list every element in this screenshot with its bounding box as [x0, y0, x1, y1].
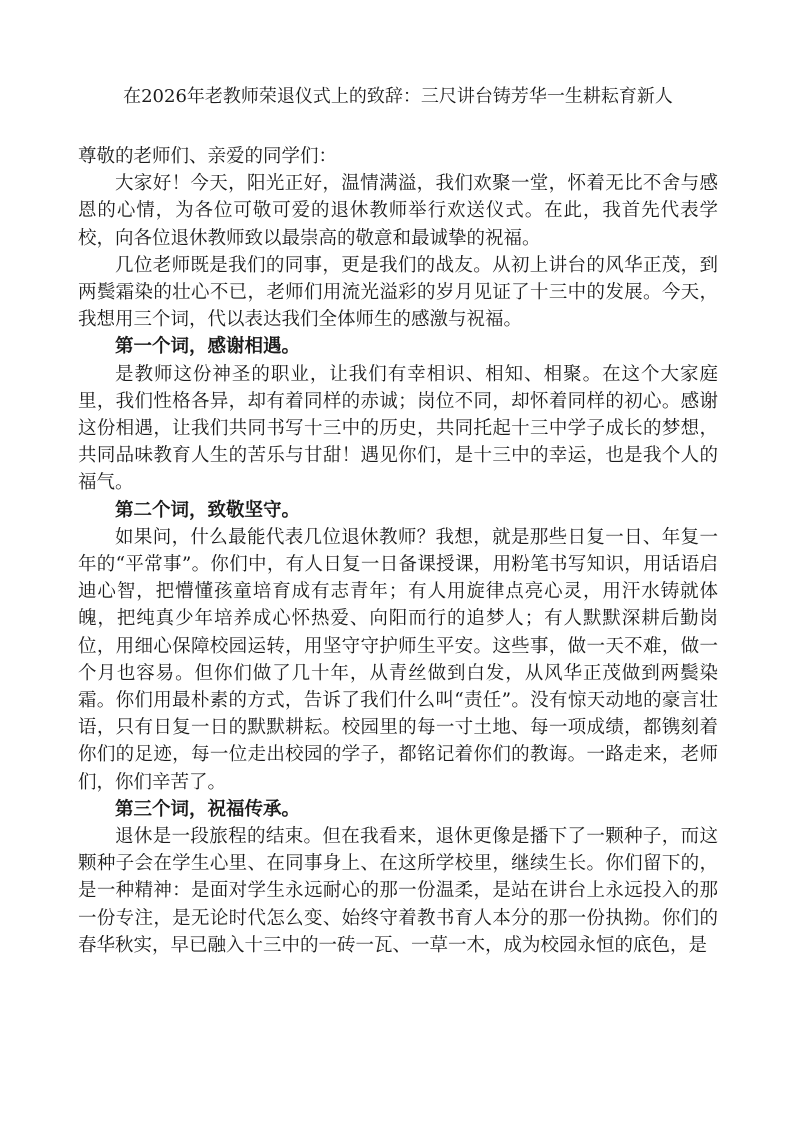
document-page: [78, 84, 718, 959]
paragraph-intro: 几位老师既是我们的同事，更是我们的战友。从初上讲台的风华正茂，到两鬓霜染的壮心不已，老师们用流光溢彩的岁月见证了十三中的发展。今天，我想用三个词，代以表达我们全体师生的感激与祝福。: [78, 254, 718, 331]
document-title: 在2026年老教师荣退仪式上的致辞：三尺讲台铸芳华一生耕耘育新人: [123, 86, 673, 107]
section-heading-3: 第三个词，祝福传承。: [115, 798, 301, 820]
paragraph-section-1: 是教师这份神圣的职业，让我们有幸相识、相知、相聚。在这个大家庭里，我们性格各异，却有着同样的赤诚；岗位不同，却怀着同样的初心。感谢这份相遇，让我们共同书写十三中的历史，共同托起十三中学子成长的梦想，共同品味教育人生的苦乐与甘甜！遇见你们，是十三中的幸运，也是我个人的福气。: [78, 363, 718, 494]
paragraph-section-2: 如果问，什么最能代表几位退休教师？我想，就是那些日复一日、年复一年的“平常事”。你们中，有人日复一日备课授课，用粉笔书写知识，用话语启迪心智，把懵懂孩童培育成有志青年；有人用旋律点亮心灵，用汗水铸就体魄，把纯真少年培养成心怀热爱、向阳而行的追梦人；有人默默深耕后勤岗位，用细心保障校园运转，用坚守守护师生平安。这些事，做一天不难，做一个月也容易。但你们做了几十年，从青丝做到白发，从风华正茂做到两鬓染霜。你们用最朴素的方式，告诉了我们什么叫“责任”。没有惊天动地的豪言壮语，只有日复一日的默默耕耘。校园里的每一寸土地、每一项成绩，都镌刻着你们的足迹，每一位走出校园的学子，都铭记着你们的教诲。一路走来，老师们，你们辛苦了。: [78, 526, 718, 793]
paragraph-greeting: 大家好！今天，阳光正好，温情满溢，我们欢聚一堂，怀着无比不舍与感恩的心情，为各位可敬可爱的退休教师举行欢送仪式。在此，我首先代表学校，向各位退休教师致以最崇高的敬意和最诚挚的祝福。: [78, 173, 718, 249]
section-heading-1: 第一个词，感谢相遇。: [115, 336, 301, 358]
salutation: 尊敬的老师们、亲爱的同学们：: [78, 146, 338, 167]
section-heading-2: 第二个词，致敬坚守。: [115, 499, 301, 521]
paragraph-section-3: 退休是一段旅程的结束。但在我看来，退休更像是播下了一颗种子，而这颗种子会在学生心里、在同事身上、在这所学校里，继续生长。你们留下的，是一种精神：是面对学生永远耐心的那一份温柔，是站在讲台上永远投入的那一份专注，是无论时代怎么变、始终守着教书育人本分的那一份执拗。你们的春华秋实，早已融入十三中的一砖一瓦、一草一木，成为校园永恒的底色，是: [78, 826, 718, 956]
